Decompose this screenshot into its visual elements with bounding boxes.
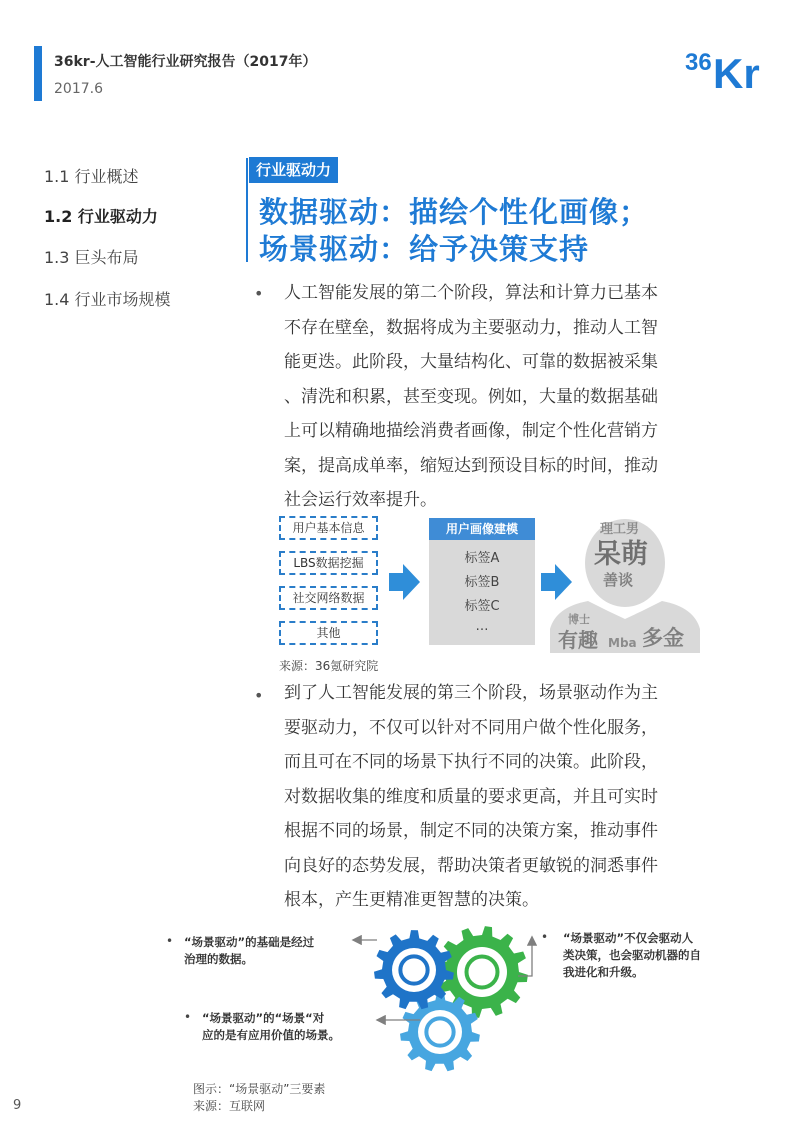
header-accent-bar bbox=[34, 46, 42, 101]
model-box-title: 用户画像建模 bbox=[429, 518, 535, 540]
model-tag-item: 标签B bbox=[464, 575, 500, 590]
nav-item-drivers[interactable]: 1.2 行业驱动力 bbox=[44, 207, 158, 226]
svg-text:36: 36 bbox=[685, 49, 712, 76]
cloud-word: 呆萌 bbox=[594, 539, 648, 570]
nav-item-overview[interactable]: 1.1 行业概述 bbox=[44, 167, 139, 186]
paragraph-data-driven bbox=[284, 276, 658, 518]
paragraph-line: 不存在壁垒，数据将成为主要驱动力，推动人工智 bbox=[284, 317, 658, 338]
paragraph-line: 、清洗和积累，甚至变现。例如，大量的数据基础 bbox=[284, 386, 658, 407]
arrow-right-icon bbox=[389, 562, 421, 602]
cloud-word: Mba bbox=[608, 636, 637, 650]
headline-line-2: 场景驱动：给予决策支持 bbox=[259, 232, 590, 266]
diagram2-source: 来源：互联网 bbox=[193, 1099, 266, 1113]
page-number: 9 bbox=[13, 1098, 22, 1113]
paragraph-line: 社会运行效率提升。 bbox=[284, 490, 437, 510]
model-tag-item: … bbox=[475, 619, 489, 634]
note-valuable-scene: “场景驱动”的“场景“对 应的是有应用价值的场景。 bbox=[202, 1011, 340, 1042]
nav-item-giants[interactable]: 1.3 巨头布局 bbox=[44, 248, 139, 267]
section-divider-line bbox=[246, 158, 248, 262]
input-box-lbs: LBS数据挖掘 bbox=[279, 551, 378, 575]
model-tag-item: 标签C bbox=[464, 599, 500, 614]
diagram2-caption: 图示：“场景驱动”三要素 bbox=[193, 1082, 326, 1096]
diagram1-source: 来源：36氪研究院 bbox=[279, 659, 379, 673]
report-title: 36kr-人工智能行业研究报告（2017年） bbox=[54, 54, 317, 70]
paragraph-line: 人工智能发展的第二个阶段，算法和计算力已基本 bbox=[284, 283, 658, 303]
input-box-basic-info: 用户基本信息 bbox=[279, 516, 378, 540]
paragraph-scene-driven bbox=[284, 676, 658, 918]
paragraph-line: 案，提高成单率，缩短达到预设目标的时间，推动 bbox=[284, 455, 658, 476]
section-tag: 行业驱动力 bbox=[249, 157, 338, 183]
cloud-word: 博士 bbox=[568, 613, 590, 626]
paragraph-line: 要驱动力，不仅可以针对不同用户做个性化服务， bbox=[284, 717, 658, 738]
bullet-marker: • bbox=[184, 1010, 192, 1024]
gear-blue-icon bbox=[374, 930, 454, 1009]
paragraph-line: 向良好的态势发展，帮助决策者更敏锐的洞悉事件 bbox=[284, 855, 658, 876]
paragraph-line: 根据不同的场景，制定不同的决策方案，推动事件 bbox=[284, 821, 658, 841]
cloud-word: 理工男 bbox=[600, 522, 640, 537]
bullet-marker: • bbox=[254, 686, 264, 705]
paragraph-line: 而且可在不同的场景下执行不同的决策。此阶段， bbox=[284, 752, 658, 772]
report-date: 2017.6 bbox=[54, 81, 103, 97]
cloud-word: 善谈 bbox=[603, 571, 634, 589]
bullet-marker: • bbox=[254, 284, 264, 303]
cloud-word: 多金 bbox=[642, 626, 684, 650]
gears-diagram bbox=[340, 920, 550, 1080]
bullet-marker: • bbox=[541, 930, 549, 944]
paragraph-line: 到了人工智能发展的第三个阶段，场景驱动作为主 bbox=[284, 683, 658, 703]
model-tag-item: 标签A bbox=[464, 551, 500, 566]
nav-item-market-size[interactable]: 1.4 行业市场规模 bbox=[44, 290, 171, 309]
paragraph-line: 对数据收集的维度和质量的要求更高，并且可实时 bbox=[284, 786, 658, 807]
note-data-foundation: “场景驱动”的基础是经过 治理的数据。 bbox=[184, 935, 315, 966]
paragraph-line: 上可以精确地描绘消费者画像，制定个性化营销方 bbox=[284, 421, 658, 441]
headline-line-1: 数据驱动：描绘个性化画像； bbox=[259, 195, 650, 229]
note-machine-evolution: “场景驱动”不仅会驱动人 类决策，也会驱动机器的自 我进化和升级。 bbox=[563, 931, 701, 979]
input-box-other: 其他 bbox=[279, 621, 378, 645]
cloud-word: 有趣 bbox=[558, 628, 598, 652]
paragraph-line: 根本，产生更精准更智慧的决策。 bbox=[284, 890, 539, 910]
input-box-social: 社交网络数据 bbox=[279, 586, 378, 610]
bullet-marker: • bbox=[166, 934, 174, 948]
paragraph-line: 能更迭。此阶段，大量结构化、可靠的数据被采集 bbox=[284, 352, 658, 372]
brand-logo bbox=[683, 44, 763, 90]
svg-text:Kr: Kr bbox=[713, 50, 760, 90]
person-word-cloud-icon bbox=[548, 511, 702, 653]
